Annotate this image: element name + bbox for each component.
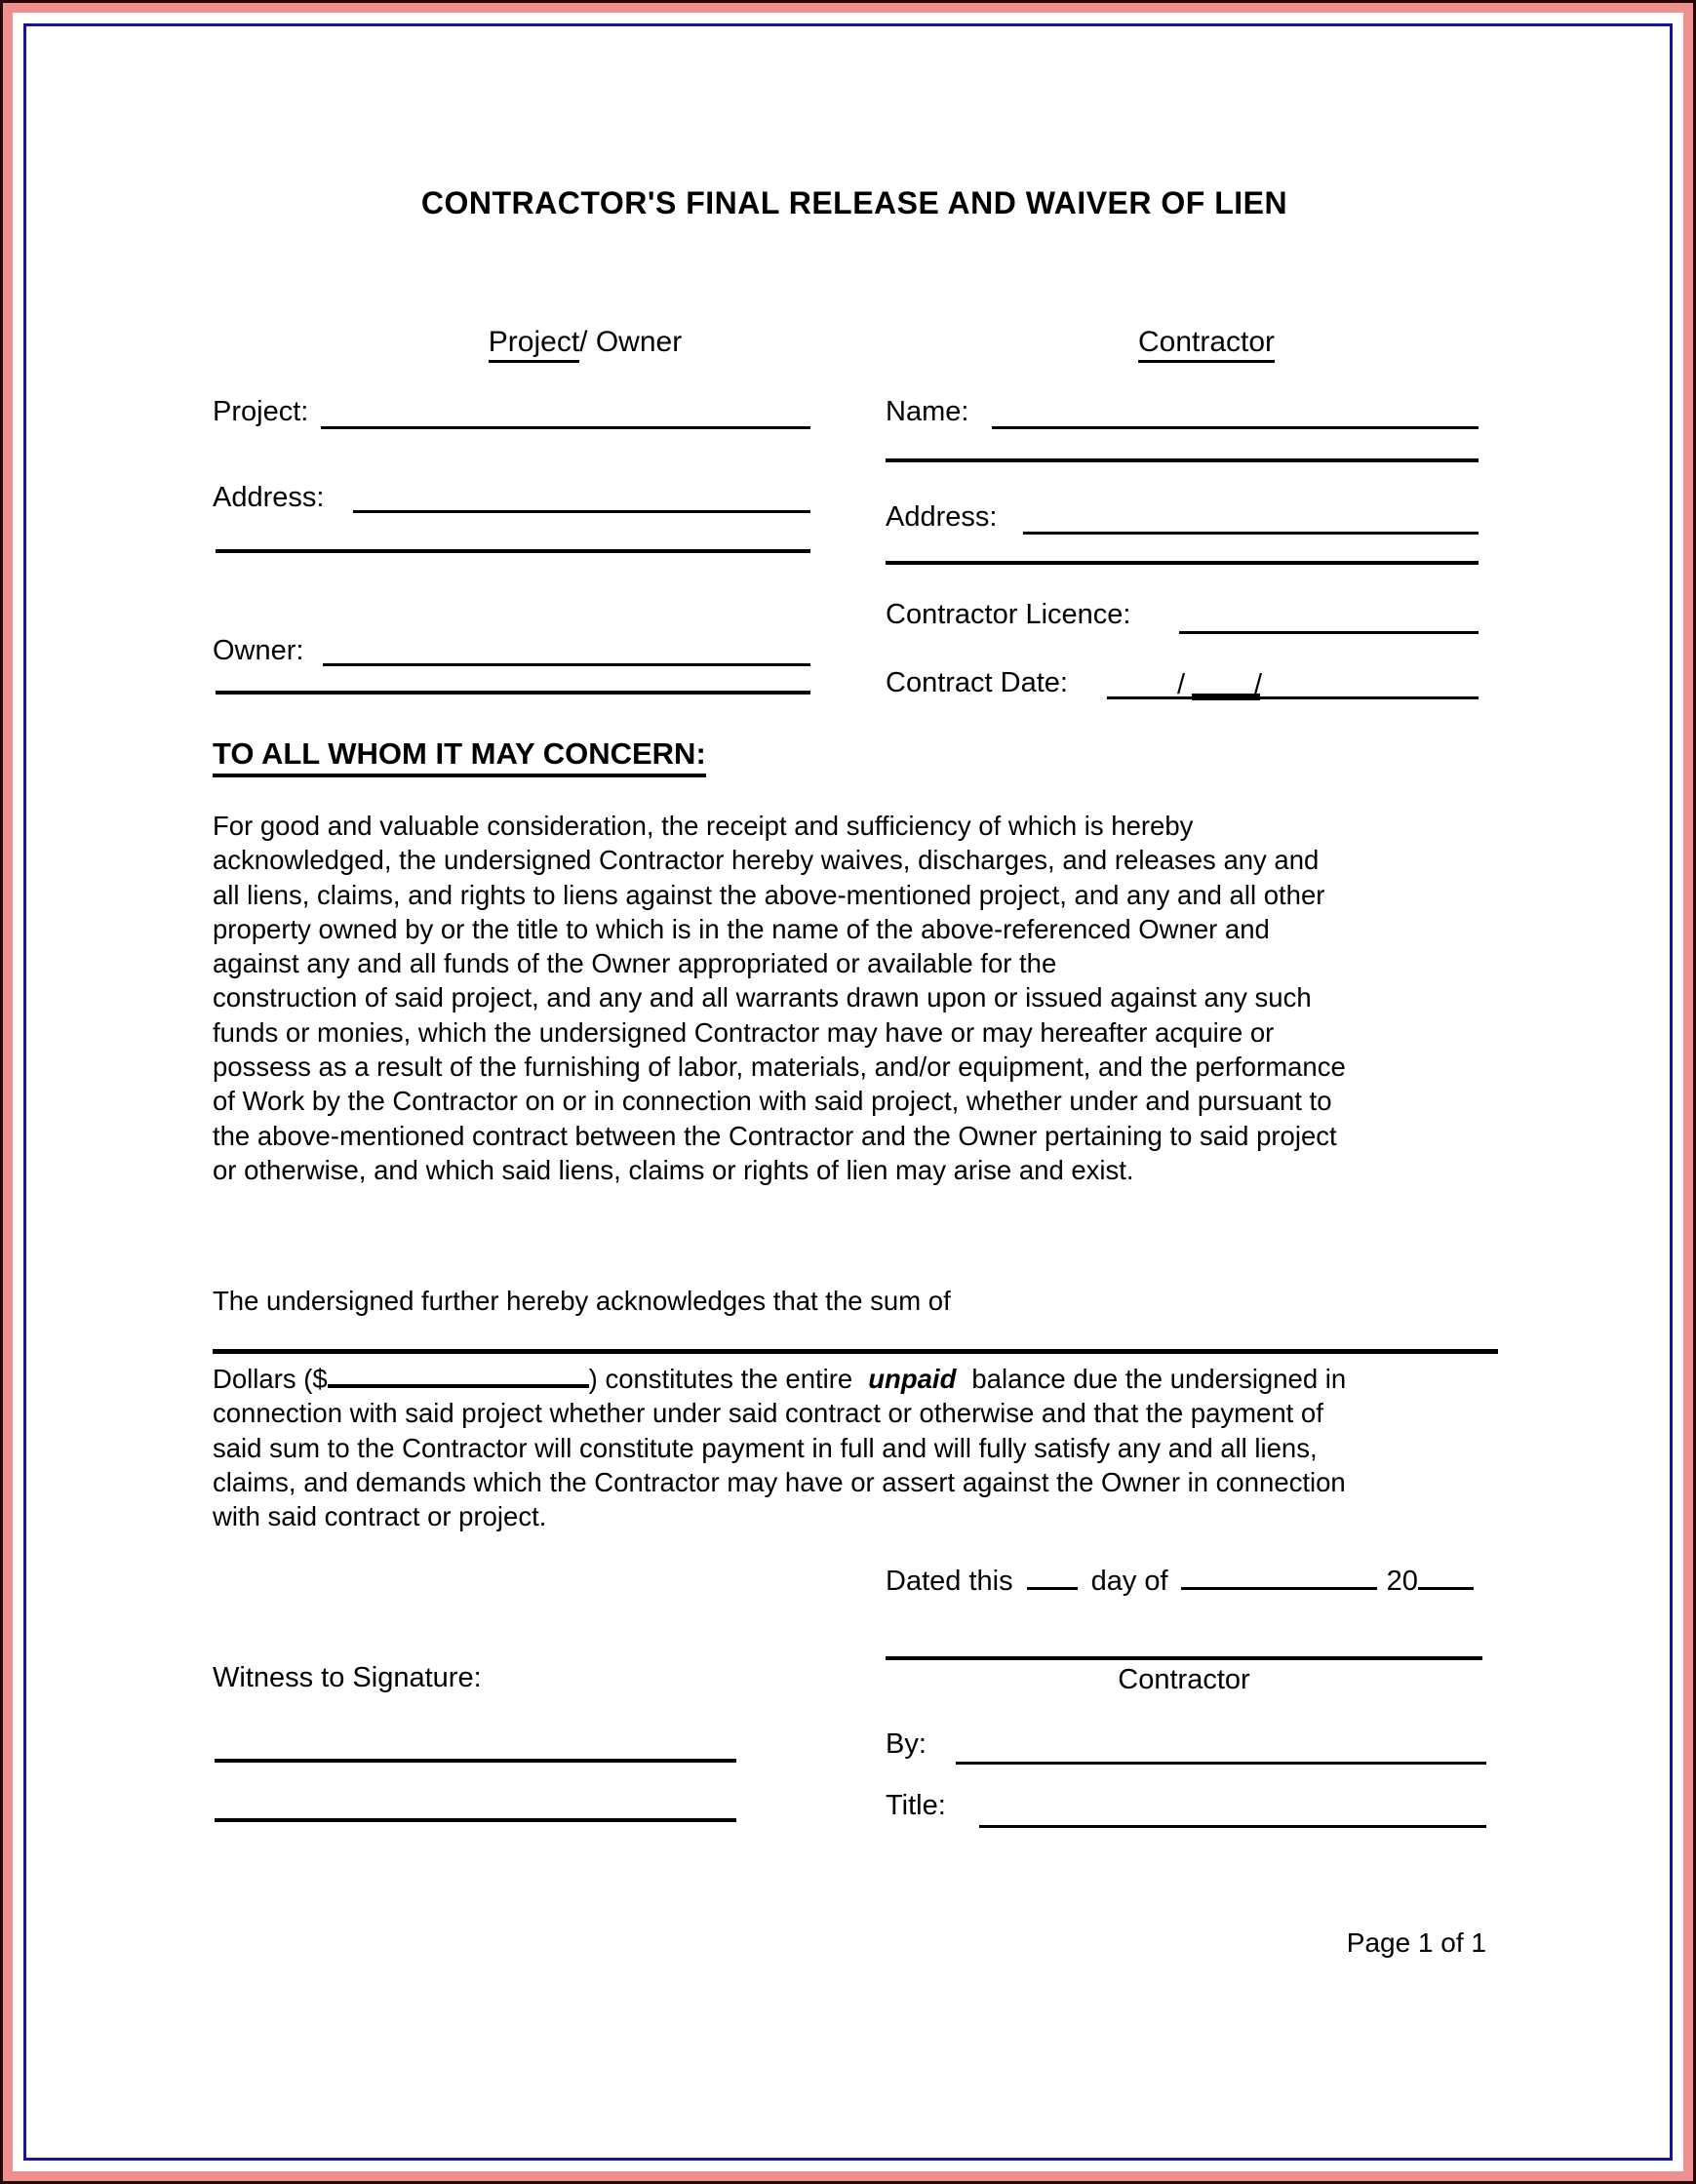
project-address-field-label: Address: (213, 482, 325, 513)
owner-field-label: Owner: (213, 635, 304, 666)
contract-date-blank-line-thick-segment (1192, 694, 1260, 700)
project-owner-header-underlined: Project (489, 326, 579, 363)
project-field-blank-line (321, 426, 810, 429)
line1-tail: balance due the undersigned in (971, 1364, 1347, 1394)
to-all-whom-heading: TO ALL WHOM IT MAY CONCERN: (213, 736, 706, 772)
sum-paragraph-line-1 (213, 1361, 1346, 1396)
title-blank-line (979, 1825, 1486, 1828)
contractor-column-header: Contractor (1036, 326, 1377, 359)
contract-date-slash-2: / (1254, 669, 1263, 700)
contract-date-slash-1: / (1177, 669, 1186, 700)
release-paragraph-line: or otherwise, and which said liens, claims or rights of lien may arise and exist. (213, 1154, 1134, 1185)
unpaid-word: unpaid (868, 1364, 957, 1394)
contractor-name-field-label: Name: (886, 396, 969, 427)
project-owner-header-rest: / Owner (579, 326, 683, 358)
contractor-address-blank-line-2 (886, 561, 1479, 565)
witness-blank-line-2 (215, 1818, 736, 1822)
release-paragraph-line: property owned by or the title to which is in the name of the above-referenced Owner and (213, 913, 1270, 944)
sum-paragraph (213, 1361, 1346, 1533)
dated-year-blank (1418, 1564, 1474, 1590)
dollars-prefix: Dollars ($ (213, 1364, 328, 1394)
contractor-address-blank-line-1 (1023, 532, 1479, 535)
release-paragraph-line: For good and valuable consideration, the receipt and sufficiency of which is hereby (213, 811, 1194, 841)
witness-blank-line-1 (215, 1759, 736, 1763)
sum-paragraph-line: connection with said project whether under said contract or otherwise and that the payment of (213, 1398, 1323, 1429)
release-paragraph-line: against any and all funds of the Owner appropriated or available for the (213, 948, 1057, 979)
witness-to-signature-label: Witness to Signature: (213, 1662, 482, 1693)
page-title: CONTRACTOR'S FINAL RELEASE AND WAIVER OF LIEN (420, 185, 1288, 220)
contractor-signature-line (886, 1656, 1482, 1660)
owner-blank-line-2 (216, 691, 810, 695)
release-paragraph-line: possess as a result of the furnishing of labor, materials, and/or equipment, and the performance (213, 1052, 1346, 1083)
by-blank-line (956, 1762, 1486, 1765)
release-paragraph-line: construction of said project, and any and all warrants drawn upon or issued against any such (213, 982, 1312, 1013)
dollars-suffix: ) constitutes the entire (588, 1364, 853, 1394)
dated-day-blank (1027, 1564, 1078, 1590)
title-field-label: Title: (886, 1790, 946, 1821)
release-paragraph-line: the above-mentioned contract between the Contractor and the Owner pertaining to said project (213, 1120, 1337, 1151)
dated-month-blank (1181, 1564, 1377, 1590)
contractor-address-field-label: Address: (886, 501, 998, 533)
release-paragraph-line: all liens, claims, and rights to liens against the above-mentioned project, and any and all other (213, 879, 1325, 910)
release-paragraph-line: acknowledged, the undersigned Contractor hereby waives, discharges, and releases any and (213, 845, 1320, 876)
contractor-signature-caption: Contractor (1118, 1664, 1250, 1695)
sum-paragraph-line: said sum to the Contractor will constitute payment in full and will fully satisfy any and all liens, (213, 1432, 1318, 1463)
contractor-name-blank-line-1 (992, 426, 1479, 429)
contract-date-field-label: Contract Date: (886, 667, 1068, 698)
sum-intro-line: The undersigned further hereby acknowledges that the sum of (213, 1286, 951, 1316)
release-paragraph-line: of Work by the Contractor on or in connection with said project, whether under and pursuant to (213, 1086, 1332, 1117)
sum-paragraph-line: claims, and demands which the Contractor may have or assert against the Owner in connection (213, 1466, 1346, 1497)
contract-date-blank-line (1107, 696, 1479, 699)
contractor-licence-blank-line (1179, 631, 1479, 634)
by-field-label: By: (886, 1728, 927, 1760)
sum-paragraph-line: with said contract or project. (213, 1501, 547, 1532)
contractor-licence-field-label: Contractor Licence: (886, 599, 1131, 630)
release-paragraph-line: funds or monies, which the undersigned Contractor may have or may hereafter acquire or (213, 1016, 1275, 1048)
dated-line: Dated this day of 20 (886, 1564, 1474, 1598)
project-owner-column-header (419, 326, 751, 359)
dollar-amount-blank (328, 1361, 589, 1388)
project-address-blank-line-2 (216, 549, 810, 553)
sum-amount-blank-line (213, 1349, 1498, 1354)
release-paragraph (213, 809, 1346, 1187)
owner-blank-line-1 (323, 663, 810, 666)
project-address-blank-line-1 (353, 510, 810, 513)
contractor-name-blank-line-2 (886, 458, 1479, 462)
project-field-label: Project: (213, 396, 309, 427)
page-indicator: Page 1 of 1 (1346, 1927, 1486, 1958)
